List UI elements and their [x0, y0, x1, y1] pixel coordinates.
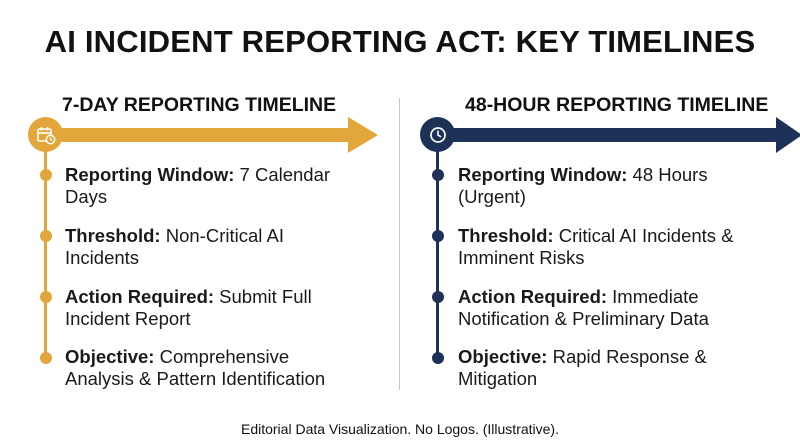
timeline-dot — [40, 291, 52, 303]
item-text: Comprehensive — [159, 346, 290, 367]
footer-note: Editorial Data Visualization. No Logos. (Illustrative). — [240, 421, 559, 437]
item-text-continued: Mitigation — [458, 368, 538, 389]
item-text-continued: Notification & Preliminary Data — [458, 308, 709, 329]
item-label: Objective: — [65, 346, 155, 367]
list-item — [458, 225, 778, 269]
seven-day-timeline-panel — [0, 0, 399, 447]
seven-day-arrow-bar — [44, 128, 350, 142]
item-label: Action Required: — [458, 286, 608, 307]
timeline-dot — [40, 169, 52, 181]
forty-eight-hour-heading: 48-HOUR REPORTING TIMELINE — [465, 94, 769, 116]
item-text-continued: Incidents — [65, 247, 140, 268]
timeline-dot — [40, 230, 52, 242]
forty-eight-hour-timeline-panel — [400, 0, 800, 447]
item-label: Reporting Window: — [65, 164, 235, 185]
item-text: 7 Calendar — [239, 164, 331, 185]
list-item — [65, 346, 385, 390]
item-text-continued: Incident Report — [65, 308, 191, 329]
item-text: Non-Critical AI — [165, 225, 284, 246]
list-item — [458, 346, 778, 390]
item-text: Immediate — [612, 286, 699, 307]
item-text-continued: Analysis & Pattern Identification — [65, 368, 326, 389]
calendar-clock-icon — [28, 117, 63, 152]
clock-icon — [420, 117, 455, 152]
item-text: Critical AI Incidents & — [558, 225, 734, 246]
list-item — [65, 225, 385, 269]
item-text: Rapid Response & — [552, 346, 707, 367]
item-label: Threshold: — [65, 225, 161, 246]
timeline-dot — [432, 352, 444, 364]
timeline-dot — [432, 230, 444, 242]
forty-eight-hour-arrow-head — [776, 117, 800, 153]
item-label: Objective: — [458, 346, 548, 367]
item-text-continued: (Urgent) — [458, 186, 526, 207]
list-item — [458, 164, 778, 208]
seven-day-heading: 7-DAY REPORTING TIMELINE — [62, 94, 337, 116]
list-item — [458, 286, 778, 330]
item-text-continued: Days — [65, 186, 108, 207]
item-text: Submit Full — [219, 286, 312, 307]
timeline-dot — [432, 291, 444, 303]
timeline-dot — [40, 352, 52, 364]
item-text-continued: Imminent Risks — [458, 247, 585, 268]
list-item — [65, 164, 385, 208]
item-text: 48 Hours — [632, 164, 708, 185]
item-label: Action Required: — [65, 286, 215, 307]
item-label: Threshold: — [458, 225, 554, 246]
timeline-dot — [432, 169, 444, 181]
seven-day-arrow-head — [348, 117, 378, 153]
page-title: AI INCIDENT REPORTING ACT: KEY TIMELINES — [44, 24, 756, 59]
item-label: Reporting Window: — [458, 164, 628, 185]
forty-eight-hour-arrow-bar — [436, 128, 778, 142]
list-item — [65, 286, 385, 330]
